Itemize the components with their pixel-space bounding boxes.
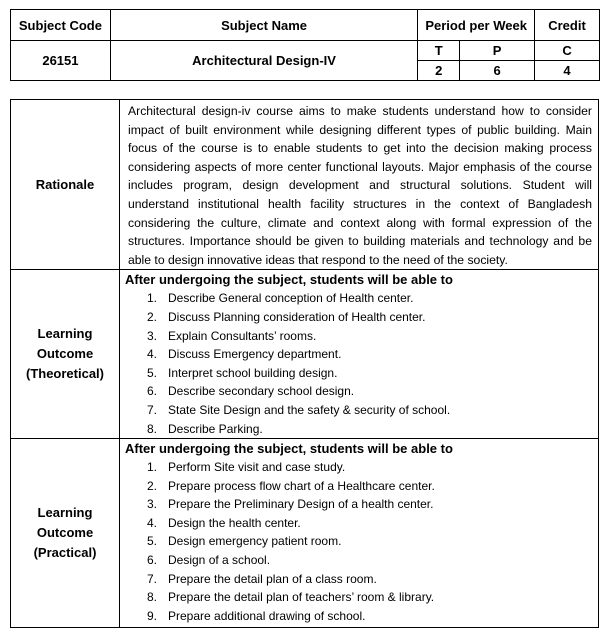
theoretical-outcome-content (120, 270, 599, 439)
credit-header: Credit (535, 10, 600, 41)
theory-label: T (418, 41, 460, 61)
practical-label-line2: Outcome (36, 525, 94, 541)
theoretical-outcome-label (11, 270, 120, 439)
theoretical-intro: After undergoing the subject, students will be able to (125, 272, 453, 288)
list-item (122, 477, 598, 496)
list-item-number: 6. (146, 384, 157, 399)
list-item (122, 289, 598, 308)
list-item-text: Discuss Planning consideration of Health center. (168, 309, 426, 324)
list-item (122, 420, 598, 439)
list-item-text: Describe General conception of Health center. (168, 291, 414, 306)
list-item-number: 4. (146, 515, 157, 530)
list-item-number: 2. (146, 309, 157, 324)
list-item (122, 495, 598, 514)
list-item (122, 570, 598, 589)
list-item-number: 9. (146, 608, 157, 623)
credit-value: 4 (535, 61, 600, 81)
list-item (122, 364, 598, 383)
practical-value: 6 (460, 61, 535, 81)
subject-name-value: Architectural Design-IV (110, 41, 417, 81)
list-item-text: Design emergency patient room. (168, 534, 342, 549)
list-item (122, 308, 598, 327)
subject-name-header: Subject Name (110, 10, 417, 41)
period-per-week-header: Period per Week (418, 10, 535, 41)
list-item-text: Interpret school building design. (168, 365, 338, 380)
practical-outcome-list (122, 458, 598, 625)
list-item-text: Prepare process flow chart of a Healthcare center. (168, 478, 435, 493)
practical-outcome-label (11, 439, 120, 628)
list-item-text: Prepare additional drawing of school. (168, 608, 366, 623)
practical-outcome-row (11, 439, 599, 628)
theoretical-outcome-row (11, 270, 599, 439)
theory-value: 2 (418, 61, 460, 81)
subject-code-value: 26151 (11, 41, 111, 81)
theoretical-outcome-list (122, 289, 598, 438)
list-item (122, 588, 598, 607)
list-item-number: 3. (146, 328, 157, 343)
list-item-number: 8. (146, 421, 157, 436)
list-item (122, 382, 598, 401)
list-item (122, 532, 598, 551)
list-item-number: 8. (146, 590, 157, 605)
subject-header-table (10, 9, 600, 81)
rationale-text: Architectural design-iv course aims to make students understand how to consider impact of built environment while designing different types of public building. Main focus of the course is to enable students to get into the decision making process considering aspects of more center functional layouts. Major emphasis of the course includes program, design development and structural solutions. Student will understand institutional health facility structures in the context of Bangladesh considering the culture, climate and context along with formal expression of the structures. Importance should be given to building materials and technology and be able to design innovative ideas that respond to the need of the society. (120, 100, 599, 270)
practical-label-line1: Learning (37, 505, 93, 521)
list-item-text: State Site Design and the safety & security of school. (168, 402, 451, 417)
list-item-number: 3. (146, 497, 157, 512)
theoretical-label-line3: (Theoretical) (25, 366, 104, 382)
list-item (122, 514, 598, 533)
list-item-text: Prepare the detail plan of a class room. (168, 571, 377, 586)
practical-label: P (460, 41, 535, 61)
list-item (122, 345, 598, 364)
rationale-label: Rationale (11, 100, 120, 270)
list-item-text: Design of a school. (168, 553, 271, 568)
list-item-number: 1. (146, 291, 157, 306)
list-item-number: 1. (146, 460, 157, 475)
list-item-number: 2. (146, 478, 157, 493)
list-item (122, 401, 598, 420)
list-item (122, 327, 598, 346)
list-item-text: Perform Site visit and case study. (168, 460, 346, 475)
credit-label: C (535, 41, 600, 61)
list-item-text: Describe secondary school design. (168, 384, 355, 399)
theoretical-label-line2: Outcome (36, 346, 94, 362)
list-item-number: 7. (146, 571, 157, 586)
list-item-text: Describe Parking. (168, 421, 263, 436)
practical-intro: After undergoing the subject, students will be able to (125, 441, 453, 457)
list-item-text: Explain Consultants’ rooms. (168, 328, 317, 343)
course-details-table (10, 99, 599, 628)
practical-outcome-content (120, 439, 599, 628)
rationale-row (11, 100, 599, 270)
list-item-text: Discuss Emergency department. (168, 347, 342, 362)
list-item (122, 607, 598, 626)
list-item (122, 551, 598, 570)
subject-code-header: Subject Code (11, 10, 111, 41)
list-item-text: Design the health center. (168, 515, 301, 530)
theoretical-label-line1: Learning (37, 326, 93, 342)
list-item-text: Prepare the detail plan of teachers’ room & library. (168, 590, 435, 605)
list-item-text: Prepare the Preliminary Design of a health center. (168, 497, 434, 512)
list-item-number: 6. (146, 553, 157, 568)
list-item-number: 5. (146, 365, 157, 380)
list-item (122, 458, 598, 477)
list-item-number: 4. (146, 347, 157, 362)
practical-label-line3: (Practical) (33, 545, 97, 561)
list-item-number: 7. (146, 402, 157, 417)
list-item-number: 5. (146, 534, 157, 549)
